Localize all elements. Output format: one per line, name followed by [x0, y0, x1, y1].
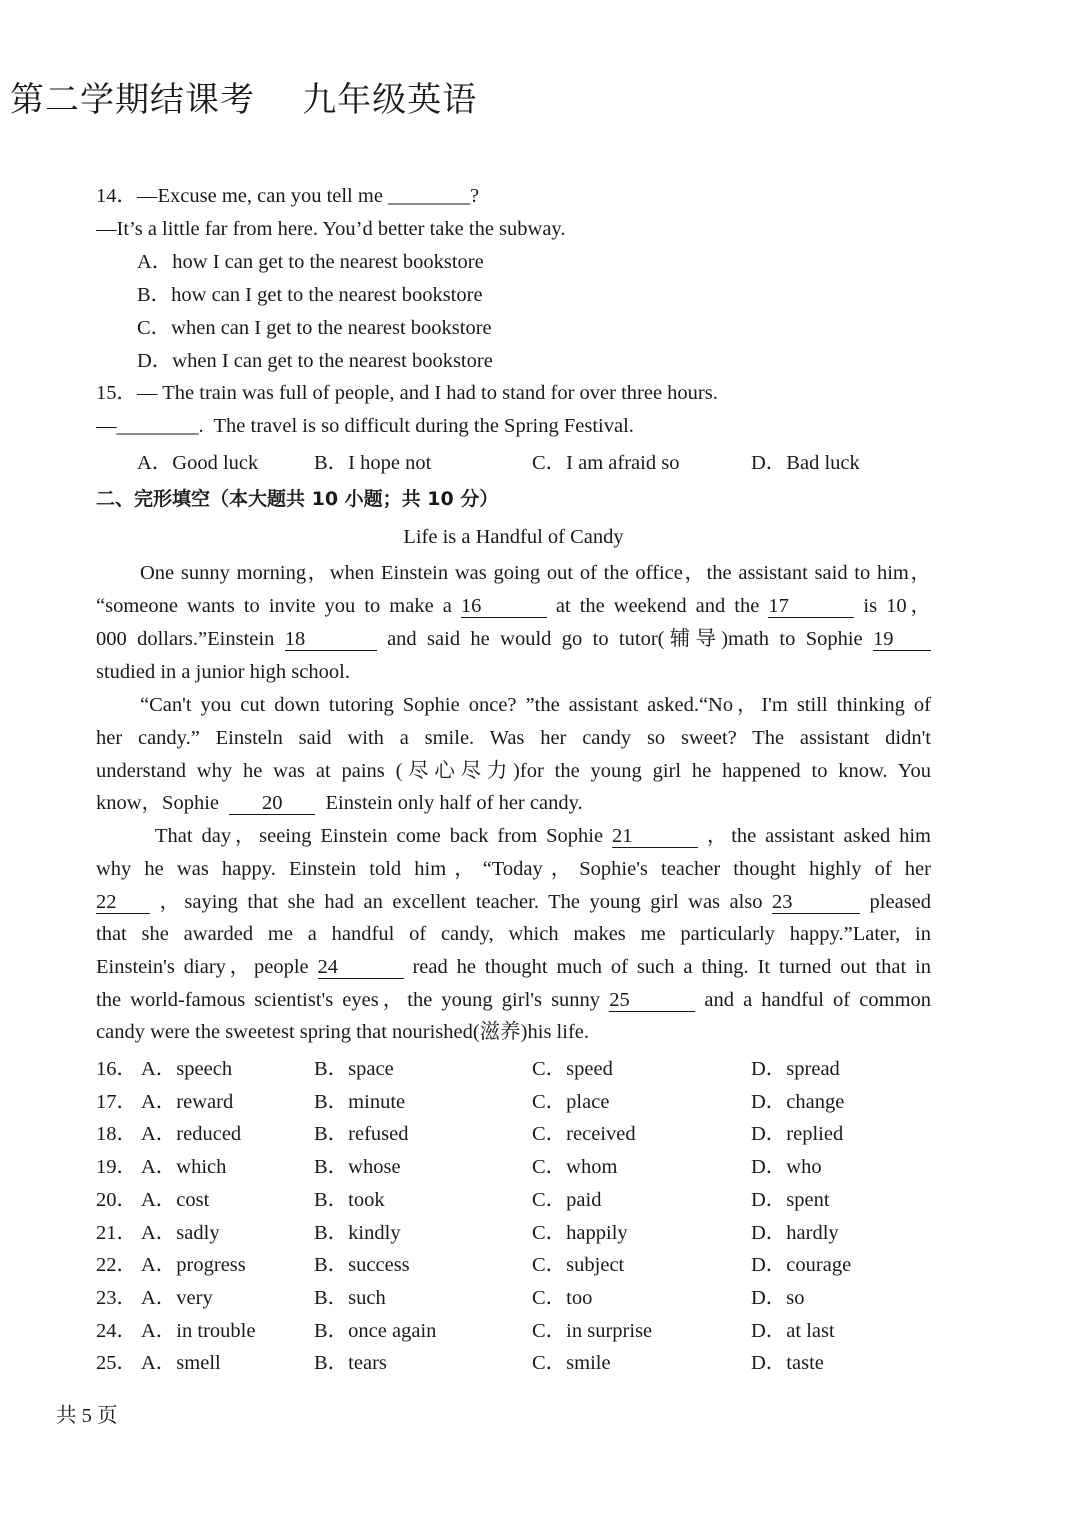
choice-number: 23． — [96, 1286, 137, 1309]
blank-17: 17 — [768, 595, 854, 618]
choice-option-a: A．very — [141, 1286, 213, 1309]
choice-option-a: A．speech — [141, 1058, 233, 1080]
passage-line: understand why he was at pains (尽心尽力)for the young girl he happened to know. You — [96, 760, 931, 782]
choice-option-a: A．sadly — [141, 1221, 220, 1244]
choice-option-d: D．taste — [751, 1352, 824, 1375]
blank-24: 24 — [318, 956, 404, 979]
choice-number: 22． — [96, 1254, 137, 1277]
choice-option-a: A．reduced — [141, 1123, 242, 1146]
passage-line: that she awarded me a handful of candy, which makes me particularly happy.”Later, in — [96, 923, 931, 945]
q14-reply: —It’s a little far from here. You’d better take the subway. — [96, 218, 566, 240]
passage-line: One sunny morning，when Einstein was going out of the office，the assistant said to him， — [140, 562, 931, 584]
q15-option-b: B．I hope not — [314, 452, 432, 474]
choice-option-a: A．which — [141, 1156, 227, 1179]
passage-line: candy were the sweetest spring that nourished(滋养)his life. — [96, 1021, 590, 1043]
q14-option-c: C．when can I get to the nearest bookstore — [137, 317, 492, 339]
choice-option-c: C．subject — [532, 1254, 625, 1277]
blank-21: 21 — [612, 825, 698, 848]
choice-option-c: C．too — [532, 1286, 593, 1309]
q15-stem: 15．— The train was full of people, and I had to stand for over three hours. — [96, 382, 718, 404]
choice-option-b: B．such — [314, 1286, 386, 1309]
choice-number: 19． — [96, 1156, 137, 1179]
choice-number: 18． — [96, 1123, 137, 1146]
choice-option-d: D．spread — [751, 1058, 840, 1080]
choice-option-d: D．courage — [751, 1254, 852, 1277]
choice-option-c: C．happily — [532, 1221, 628, 1244]
passage-line: 22 ，saying that she had an excellent teacher. The young girl was also 23 pleased — [96, 891, 932, 913]
passage-line: 000 dollars.”Einstein 18 and said he would go to tutor(辅导)math to Sophie 19 — [96, 625, 931, 653]
blank-20: 20 — [229, 792, 315, 815]
passage-line: “someone wants to invite you to make a 16 at the weekend and the 17 is 10， — [96, 595, 931, 617]
choice-option-c: C．speed — [532, 1058, 613, 1080]
q15-option-d: D．Bad luck — [751, 452, 860, 474]
section-heading: 二、完形填空（本大题共 10 小题；共 10 分） — [96, 488, 499, 510]
choice-option-d: D．replied — [751, 1123, 844, 1146]
choice-option-b: B．success — [314, 1254, 410, 1277]
choice-option-c: C．place — [532, 1090, 610, 1113]
q14-option-d: D．when I can get to the nearest bookstore — [137, 350, 493, 372]
passage-line: why he was happy. Einstein told him，“Today，Sophie's teacher thought highly of her — [96, 858, 931, 880]
choice-option-a: A．cost — [141, 1188, 210, 1211]
passage-line: know，Sophie 20 Einstein only half of her candy. — [96, 792, 583, 814]
choice-option-b: B．kindly — [314, 1221, 401, 1244]
passage-line: Einstein's diary，people 24 read he thought much of such a thing. It turned out that in — [96, 956, 932, 978]
q14-option-a: A．how I can get to the nearest bookstore — [137, 251, 484, 273]
choice-option-c: C．received — [532, 1123, 636, 1146]
choice-number: 25． — [96, 1352, 137, 1375]
blank-23: 23 — [772, 891, 860, 914]
choice-option-d: D．hardly — [751, 1221, 839, 1244]
choice-option-d: D．so — [751, 1286, 805, 1309]
choice-option-d: D．spent — [751, 1188, 830, 1211]
choice-number: 16． — [96, 1058, 137, 1080]
choice-option-b: B．refused — [314, 1123, 409, 1146]
passage-line: “Can't you cut down tutoring Sophie once? ”the assistant asked.“No，I'm still thinking of — [140, 694, 931, 716]
passage-title: Life is a Handful of Candy — [403, 526, 624, 548]
passage-line: That day，seeing Einstein come back from Sophie 21 ，the assistant asked him — [155, 825, 931, 847]
choice-option-b: B．minute — [314, 1090, 406, 1113]
page-count: 共 5 页 — [56, 1405, 118, 1427]
choice-option-a: A．reward — [141, 1090, 234, 1113]
passage-line: studied in a junior high school. — [96, 661, 350, 683]
choice-number: 17． — [96, 1090, 137, 1113]
q15-option-c: C．I am afraid so — [532, 452, 680, 474]
choice-option-b: B．space — [314, 1058, 394, 1080]
choice-option-c: C．in surprise — [532, 1319, 653, 1342]
q14-option-b: B．how can I get to the nearest bookstore — [137, 284, 483, 306]
blank-18: 18 — [285, 628, 377, 651]
q15-option-a: A．Good luck — [137, 452, 259, 474]
choice-option-c: C．whom — [532, 1156, 618, 1179]
q15-reply: —________. The travel is so difficult during the Spring Festival. — [96, 415, 634, 437]
blank-22: 22 — [96, 891, 150, 914]
choice-number: 24． — [96, 1319, 137, 1342]
choice-option-b: B．whose — [314, 1156, 401, 1179]
q14-stem: 14．—Excuse me, can you tell me ________? — [96, 185, 480, 207]
choice-option-a: A．smell — [141, 1352, 221, 1375]
choice-option-d: D．at last — [751, 1319, 835, 1342]
passage-line: the world-famous scientist's eyes，the young girl's sunny 25 and a handful of common — [96, 989, 932, 1011]
choice-option-d: D．who — [751, 1156, 822, 1179]
choice-option-b: B．once again — [314, 1319, 437, 1342]
choice-number: 20． — [96, 1188, 137, 1211]
blank-19: 19 — [873, 628, 931, 651]
blank-25: 25 — [609, 989, 695, 1012]
choice-option-c: C．smile — [532, 1352, 611, 1375]
blank-16: 16 — [461, 595, 547, 618]
choice-number: 21． — [96, 1221, 137, 1244]
choice-option-b: B．tears — [314, 1352, 387, 1375]
choice-option-a: A．in trouble — [141, 1319, 256, 1342]
choice-option-d: D．change — [751, 1090, 845, 1113]
choice-option-a: A．progress — [141, 1254, 246, 1277]
choice-option-c: C．paid — [532, 1188, 602, 1211]
page-header: 第二学期结课考 九年级英语 — [10, 80, 478, 120]
passage-line: her candy.” Einsteln said with a smile. Was her candy so sweet? The assistant didn't — [96, 727, 931, 749]
choice-option-b: B．took — [314, 1188, 385, 1211]
